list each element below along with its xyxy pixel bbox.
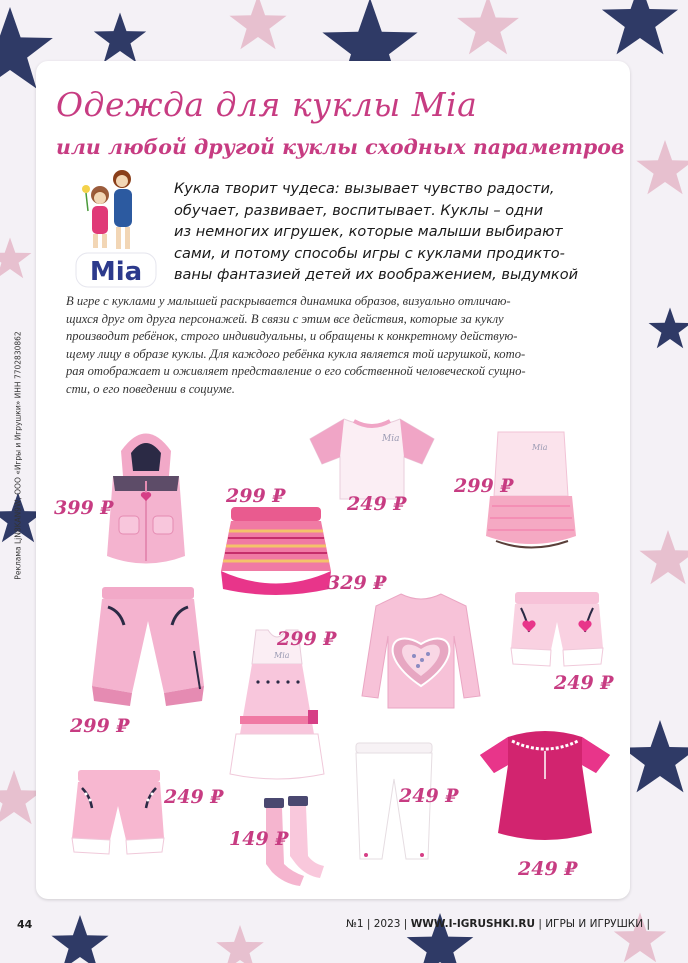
svg-text:Mia: Mia bbox=[532, 443, 548, 452]
star-shape bbox=[216, 925, 264, 963]
price-vest: 399 ₽ bbox=[54, 497, 114, 519]
striped-skirt-image bbox=[211, 501, 341, 601]
star-shape bbox=[622, 720, 688, 792]
star-shape bbox=[51, 915, 108, 963]
price-pants: 299 ₽ bbox=[70, 715, 130, 737]
price-pink-shorts: 249 ₽ bbox=[164, 786, 224, 808]
price-dress-set: 299 ₽ bbox=[454, 475, 514, 497]
intro-text: Кукла творит чудеса: вызывает чувство радости, обучает, развивает, воспитывает. Куклы – одни из немногих игрушек, которые малыши выбирают сами, и потому способы игры с куклами продикто- ваны фантазией детей их воображением, выдумкой bbox=[174, 181, 578, 283]
star-shape bbox=[649, 308, 688, 349]
star-shape bbox=[602, 0, 678, 54]
pants-image bbox=[84, 581, 212, 721]
body-text: В игре с куклами у малышей раскрывается динамика образов, визуально отличаю- щихся друг от друга персонажей. В связи с этим все действия, которые за куклу производит ребёнок, строго индивидуальны, и обращены к конкретному действую- щему лицу в образе куклы. Для каждого ребёнка кукла является той игрушкой, кото- рая отображает и оживляет представление о его собственной человеческой сущно- сти, о его поведении в социуме. bbox=[66, 294, 526, 396]
page-subtitle: или любой другой куклы сходных параметров bbox=[56, 135, 625, 159]
magenta-dress-image bbox=[478, 721, 612, 851]
price-heart-shorts: 249 ₽ bbox=[554, 672, 614, 694]
star-shape bbox=[0, 238, 31, 279]
footer-info: №1 | 2023 | WWW.I-IGRUSHKI.RU | ИГРЫ И ИГРУШКИ | bbox=[345, 918, 650, 930]
price-tshirt: 249 ₽ bbox=[347, 493, 407, 515]
price-heart-longsleeve: 329 ₽ bbox=[327, 572, 387, 594]
price-striped-skirt: 299 ₽ bbox=[226, 485, 286, 507]
heart-shorts-image bbox=[507, 586, 607, 676]
star-shape bbox=[639, 530, 688, 584]
price-tank-dress: 299 ₽ bbox=[277, 628, 337, 650]
logo-text: Mia bbox=[89, 257, 143, 287]
side-legal-text: Реклама LjN8KAN9W, ООО «Игры и Игрушки» ИНН 7702830862 bbox=[13, 330, 23, 580]
star-shape bbox=[636, 140, 688, 194]
footer-site: WWW.I-IGRUSHKI.RU bbox=[410, 918, 535, 930]
content-card bbox=[36, 61, 630, 899]
star-shape bbox=[229, 0, 286, 49]
price-socks: 149 ₽ bbox=[229, 828, 289, 850]
pink-shorts-image bbox=[68, 766, 168, 866]
svg-text:Mia: Mia bbox=[274, 651, 290, 660]
price-white-leggings: 249 ₽ bbox=[399, 785, 459, 807]
price-magenta-dress: 249 ₽ bbox=[518, 858, 578, 880]
svg-text:Mia: Mia bbox=[382, 434, 400, 444]
mia-logo bbox=[74, 169, 160, 289]
heart-longsleeve-image bbox=[356, 586, 486, 716]
star-shape bbox=[457, 0, 519, 54]
page-title: Одежда для куклы Mia bbox=[56, 85, 478, 124]
tshirt-image bbox=[304, 409, 440, 505]
page-number: 44 bbox=[17, 918, 33, 931]
star-shape bbox=[94, 12, 146, 62]
